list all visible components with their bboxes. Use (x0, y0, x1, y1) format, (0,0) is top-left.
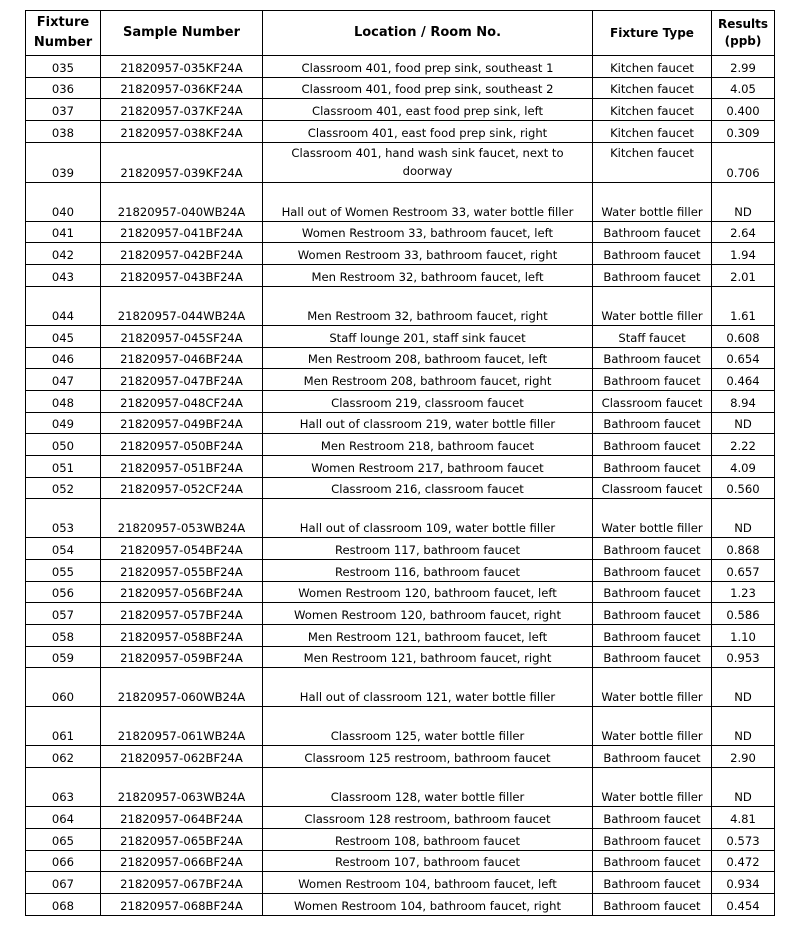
fixture-type-cell: Water bottle filler (593, 707, 712, 746)
location-cell: Restroom 116, bathroom faucet (263, 560, 593, 582)
fixture-type-cell: Kitchen faucet (593, 99, 712, 121)
location-cell: Women Restroom 120, bathroom faucet, right (263, 603, 593, 625)
location-cell: Men Restroom 32, bathroom faucet, left (263, 265, 593, 287)
location-cell: Hall out of classroom 121, water bottle filler (263, 668, 593, 707)
location-cell: Women Restroom 33, bathroom faucet, right (263, 243, 593, 265)
fixture-number-cell: 065 (26, 828, 101, 850)
table-row (26, 893, 775, 915)
result-cell: 0.573 (712, 828, 775, 850)
fixture-number-cell: 042 (26, 243, 101, 265)
header-results: Results (ppb) (712, 11, 775, 56)
fixture-type-cell: Water bottle filler (593, 182, 712, 221)
location-cell: Classroom 125, water bottle filler (263, 707, 593, 746)
sample-number-cell: 21820957-067BF24A (101, 872, 263, 894)
header-location: Location / Room No. (263, 11, 593, 56)
result-cell: 1.10 (712, 625, 775, 647)
location-cell: Men Restroom 208, bathroom faucet, left (263, 347, 593, 369)
table-row (26, 538, 775, 560)
result-cell: 1.23 (712, 581, 775, 603)
table-row (26, 265, 775, 287)
fixture-type-cell: Bathroom faucet (593, 347, 712, 369)
sample-number-cell: 21820957-062BF24A (101, 746, 263, 768)
table-row (26, 434, 775, 456)
sample-number-cell: 21820957-035KF24A (101, 56, 263, 78)
table-row (26, 850, 775, 872)
fixture-number-cell: 035 (26, 56, 101, 78)
table-row (26, 581, 775, 603)
fixture-type-cell: Bathroom faucet (593, 221, 712, 243)
result-cell: 2.01 (712, 265, 775, 287)
fixture-number-cell: 049 (26, 412, 101, 434)
result-cell: 0.868 (712, 538, 775, 560)
location-cell: Women Restroom 33, bathroom faucet, left (263, 221, 593, 243)
sample-number-cell: 21820957-037KF24A (101, 99, 263, 121)
fixture-type-cell: Staff faucet (593, 325, 712, 347)
table-row (26, 707, 775, 746)
location-cell: Women Restroom 120, bathroom faucet, left (263, 581, 593, 603)
table-row (26, 872, 775, 894)
fixture-number-cell: 060 (26, 668, 101, 707)
fixture-number-cell: 054 (26, 538, 101, 560)
sample-number-cell: 21820957-047BF24A (101, 369, 263, 391)
sample-number-cell: 21820957-050BF24A (101, 434, 263, 456)
result-cell: ND (712, 499, 775, 538)
table-row (26, 347, 775, 369)
sample-number-cell: 21820957-051BF24A (101, 455, 263, 477)
fixture-type-cell: Water bottle filler (593, 499, 712, 538)
location-cell: Women Restroom 217, bathroom faucet (263, 455, 593, 477)
fixture-number-cell: 043 (26, 265, 101, 287)
location-cell: Men Restroom 208, bathroom faucet, right (263, 369, 593, 391)
sample-number-cell: 21820957-045SF24A (101, 325, 263, 347)
fixture-type-cell: Kitchen faucet (593, 56, 712, 78)
fixture-type-cell: Bathroom faucet (593, 646, 712, 668)
result-cell: 1.94 (712, 243, 775, 265)
table-row (26, 412, 775, 434)
table-row (26, 142, 775, 182)
sample-number-cell: 21820957-058BF24A (101, 625, 263, 647)
fixture-number-cell: 040 (26, 182, 101, 221)
result-cell: 2.64 (712, 221, 775, 243)
result-cell: 4.05 (712, 77, 775, 99)
fixture-number-cell: 064 (26, 807, 101, 829)
table-row (26, 221, 775, 243)
fixture-number-cell: 067 (26, 872, 101, 894)
table-row (26, 369, 775, 391)
location-cell: Hall out of classroom 219, water bottle filler (263, 412, 593, 434)
result-cell: ND (712, 412, 775, 434)
fixture-type-cell: Bathroom faucet (593, 265, 712, 287)
result-cell: 0.657 (712, 560, 775, 582)
fixture-number-cell: 059 (26, 646, 101, 668)
fixture-type-cell: Bathroom faucet (593, 455, 712, 477)
location-cell: Classroom 401, food prep sink, southeast 2 (263, 77, 593, 99)
location-cell: Classroom 401, east food prep sink, left (263, 99, 593, 121)
result-cell: 0.934 (712, 872, 775, 894)
sample-number-cell: 21820957-046BF24A (101, 347, 263, 369)
fixture-type-cell: Bathroom faucet (593, 625, 712, 647)
sample-number-cell: 21820957-041BF24A (101, 221, 263, 243)
location-cell: Restroom 107, bathroom faucet (263, 850, 593, 872)
fixture-number-cell: 061 (26, 707, 101, 746)
sample-number-cell: 21820957-060WB24A (101, 668, 263, 707)
location-cell: Hall out of classroom 109, water bottle filler (263, 499, 593, 538)
header-sample-number: Sample Number (101, 11, 263, 56)
sample-number-cell: 21820957-068BF24A (101, 893, 263, 915)
fixture-type-cell: Water bottle filler (593, 768, 712, 807)
result-cell: 2.22 (712, 434, 775, 456)
table-row (26, 603, 775, 625)
fixture-type-cell: Bathroom faucet (593, 412, 712, 434)
result-cell: 0.608 (712, 325, 775, 347)
fixture-type-cell: Bathroom faucet (593, 243, 712, 265)
fixture-number-cell: 047 (26, 369, 101, 391)
header-fixture-type: Fixture Type (593, 11, 712, 56)
fixture-type-cell: Classroom faucet (593, 390, 712, 412)
fixture-number-cell: 066 (26, 850, 101, 872)
result-cell: ND (712, 182, 775, 221)
table-row (26, 99, 775, 121)
fixture-number-cell: 055 (26, 560, 101, 582)
table-body (26, 56, 775, 916)
location-cell: Classroom 125 restroom, bathroom faucet (263, 746, 593, 768)
fixture-number-cell: 052 (26, 477, 101, 499)
location-cell: Staff lounge 201, staff sink faucet (263, 325, 593, 347)
table-row (26, 182, 775, 221)
fixture-type-cell: Bathroom faucet (593, 434, 712, 456)
result-cell: 0.472 (712, 850, 775, 872)
fixture-type-cell: Kitchen faucet (593, 77, 712, 99)
fixture-number-cell: 062 (26, 746, 101, 768)
fixture-type-cell: Water bottle filler (593, 668, 712, 707)
fixture-type-cell: Bathroom faucet (593, 872, 712, 894)
fixture-number-cell: 068 (26, 893, 101, 915)
sample-number-cell: 21820957-036KF24A (101, 77, 263, 99)
fixture-type-cell: Bathroom faucet (593, 369, 712, 391)
result-cell: 0.953 (712, 646, 775, 668)
table-row (26, 499, 775, 538)
location-cell: Classroom 128 restroom, bathroom faucet (263, 807, 593, 829)
fixture-type-cell: Bathroom faucet (593, 807, 712, 829)
sample-number-cell: 21820957-057BF24A (101, 603, 263, 625)
fixture-type-cell: Bathroom faucet (593, 850, 712, 872)
fixture-number-cell: 036 (26, 77, 101, 99)
table-row (26, 646, 775, 668)
table-row (26, 746, 775, 768)
fixture-type-cell: Bathroom faucet (593, 746, 712, 768)
sample-number-cell: 21820957-042BF24A (101, 243, 263, 265)
sample-number-cell: 21820957-048CF24A (101, 390, 263, 412)
result-cell: 0.454 (712, 893, 775, 915)
sample-number-cell: 21820957-039KF24A (101, 142, 263, 182)
header-fixture-number: Fixture Number (26, 11, 101, 56)
sample-number-cell: 21820957-043BF24A (101, 265, 263, 287)
sample-number-cell: 21820957-049BF24A (101, 412, 263, 434)
table-row (26, 477, 775, 499)
fixture-number-cell: 056 (26, 581, 101, 603)
sample-number-cell: 21820957-040WB24A (101, 182, 263, 221)
table-row (26, 286, 775, 325)
table-row (26, 828, 775, 850)
fixture-number-cell: 063 (26, 768, 101, 807)
fixture-type-cell: Bathroom faucet (593, 828, 712, 850)
fixture-type-cell: Kitchen faucet (593, 142, 712, 182)
result-cell: 0.560 (712, 477, 775, 499)
fixture-number-cell: 050 (26, 434, 101, 456)
result-cell: 2.99 (712, 56, 775, 78)
result-cell: 4.09 (712, 455, 775, 477)
result-cell: ND (712, 668, 775, 707)
sample-number-cell: 21820957-065BF24A (101, 828, 263, 850)
location-cell: Classroom 401, food prep sink, southeast 1 (263, 56, 593, 78)
table-row (26, 325, 775, 347)
result-cell: 0.654 (712, 347, 775, 369)
fixture-number-cell: 058 (26, 625, 101, 647)
table-row (26, 455, 775, 477)
fixture-type-cell: Kitchen faucet (593, 121, 712, 143)
sample-number-cell: 21820957-059BF24A (101, 646, 263, 668)
fixture-type-cell: Classroom faucet (593, 477, 712, 499)
result-cell: 0.706 (712, 142, 775, 182)
result-cell: 0.309 (712, 121, 775, 143)
results-table (25, 10, 775, 916)
location-cell: Classroom 219, classroom faucet (263, 390, 593, 412)
location-cell: Men Restroom 32, bathroom faucet, right (263, 286, 593, 325)
sample-number-cell: 21820957-053WB24A (101, 499, 263, 538)
location-cell: Classroom 128, water bottle filler (263, 768, 593, 807)
location-cell: Classroom 401, east food prep sink, right (263, 121, 593, 143)
table-row (26, 390, 775, 412)
table-row (26, 77, 775, 99)
table-row (26, 560, 775, 582)
location-cell: Restroom 117, bathroom faucet (263, 538, 593, 560)
fixture-number-cell: 039 (26, 142, 101, 182)
location-cell: Hall out of Women Restroom 33, water bottle filler (263, 182, 593, 221)
fixture-number-cell: 037 (26, 99, 101, 121)
table-row (26, 243, 775, 265)
location-cell: Women Restroom 104, bathroom faucet, left (263, 872, 593, 894)
fixture-number-cell: 044 (26, 286, 101, 325)
location-cell: Women Restroom 104, bathroom faucet, right (263, 893, 593, 915)
location-cell: Restroom 108, bathroom faucet (263, 828, 593, 850)
sample-number-cell: 21820957-052CF24A (101, 477, 263, 499)
table-row (26, 625, 775, 647)
fixture-type-cell: Bathroom faucet (593, 603, 712, 625)
fixture-type-cell: Water bottle filler (593, 286, 712, 325)
result-cell: 0.400 (712, 99, 775, 121)
sample-number-cell: 21820957-061WB24A (101, 707, 263, 746)
header-row (26, 11, 775, 56)
fixture-type-cell: Bathroom faucet (593, 581, 712, 603)
fixture-number-cell: 041 (26, 221, 101, 243)
sample-number-cell: 21820957-054BF24A (101, 538, 263, 560)
fixture-number-cell: 046 (26, 347, 101, 369)
fixture-type-cell: Bathroom faucet (593, 560, 712, 582)
fixture-number-cell: 057 (26, 603, 101, 625)
sample-number-cell: 21820957-063WB24A (101, 768, 263, 807)
sample-number-cell: 21820957-064BF24A (101, 807, 263, 829)
sample-number-cell: 21820957-066BF24A (101, 850, 263, 872)
sample-number-cell: 21820957-056BF24A (101, 581, 263, 603)
fixture-number-cell: 048 (26, 390, 101, 412)
result-cell: 0.464 (712, 369, 775, 391)
result-cell: ND (712, 707, 775, 746)
location-cell: Men Restroom 121, bathroom faucet, left (263, 625, 593, 647)
sample-number-cell: 21820957-038KF24A (101, 121, 263, 143)
location-cell: Classroom 401, hand wash sink faucet, next to doorway (263, 142, 593, 182)
fixture-number-cell: 053 (26, 499, 101, 538)
result-cell: 4.81 (712, 807, 775, 829)
sample-number-cell: 21820957-044WB24A (101, 286, 263, 325)
result-cell: ND (712, 768, 775, 807)
location-cell: Classroom 216, classroom faucet (263, 477, 593, 499)
location-cell: Men Restroom 121, bathroom faucet, right (263, 646, 593, 668)
table-row (26, 807, 775, 829)
table-row (26, 121, 775, 143)
result-cell: 0.586 (712, 603, 775, 625)
table-row (26, 56, 775, 78)
result-cell: 8.94 (712, 390, 775, 412)
fixture-type-cell: Bathroom faucet (593, 893, 712, 915)
location-cell: Men Restroom 218, bathroom faucet (263, 434, 593, 456)
table-row (26, 668, 775, 707)
sample-number-cell: 21820957-055BF24A (101, 560, 263, 582)
fixture-type-cell: Bathroom faucet (593, 538, 712, 560)
result-cell: 2.90 (712, 746, 775, 768)
table-row (26, 768, 775, 807)
fixture-number-cell: 038 (26, 121, 101, 143)
fixture-number-cell: 045 (26, 325, 101, 347)
result-cell: 1.61 (712, 286, 775, 325)
fixture-number-cell: 051 (26, 455, 101, 477)
